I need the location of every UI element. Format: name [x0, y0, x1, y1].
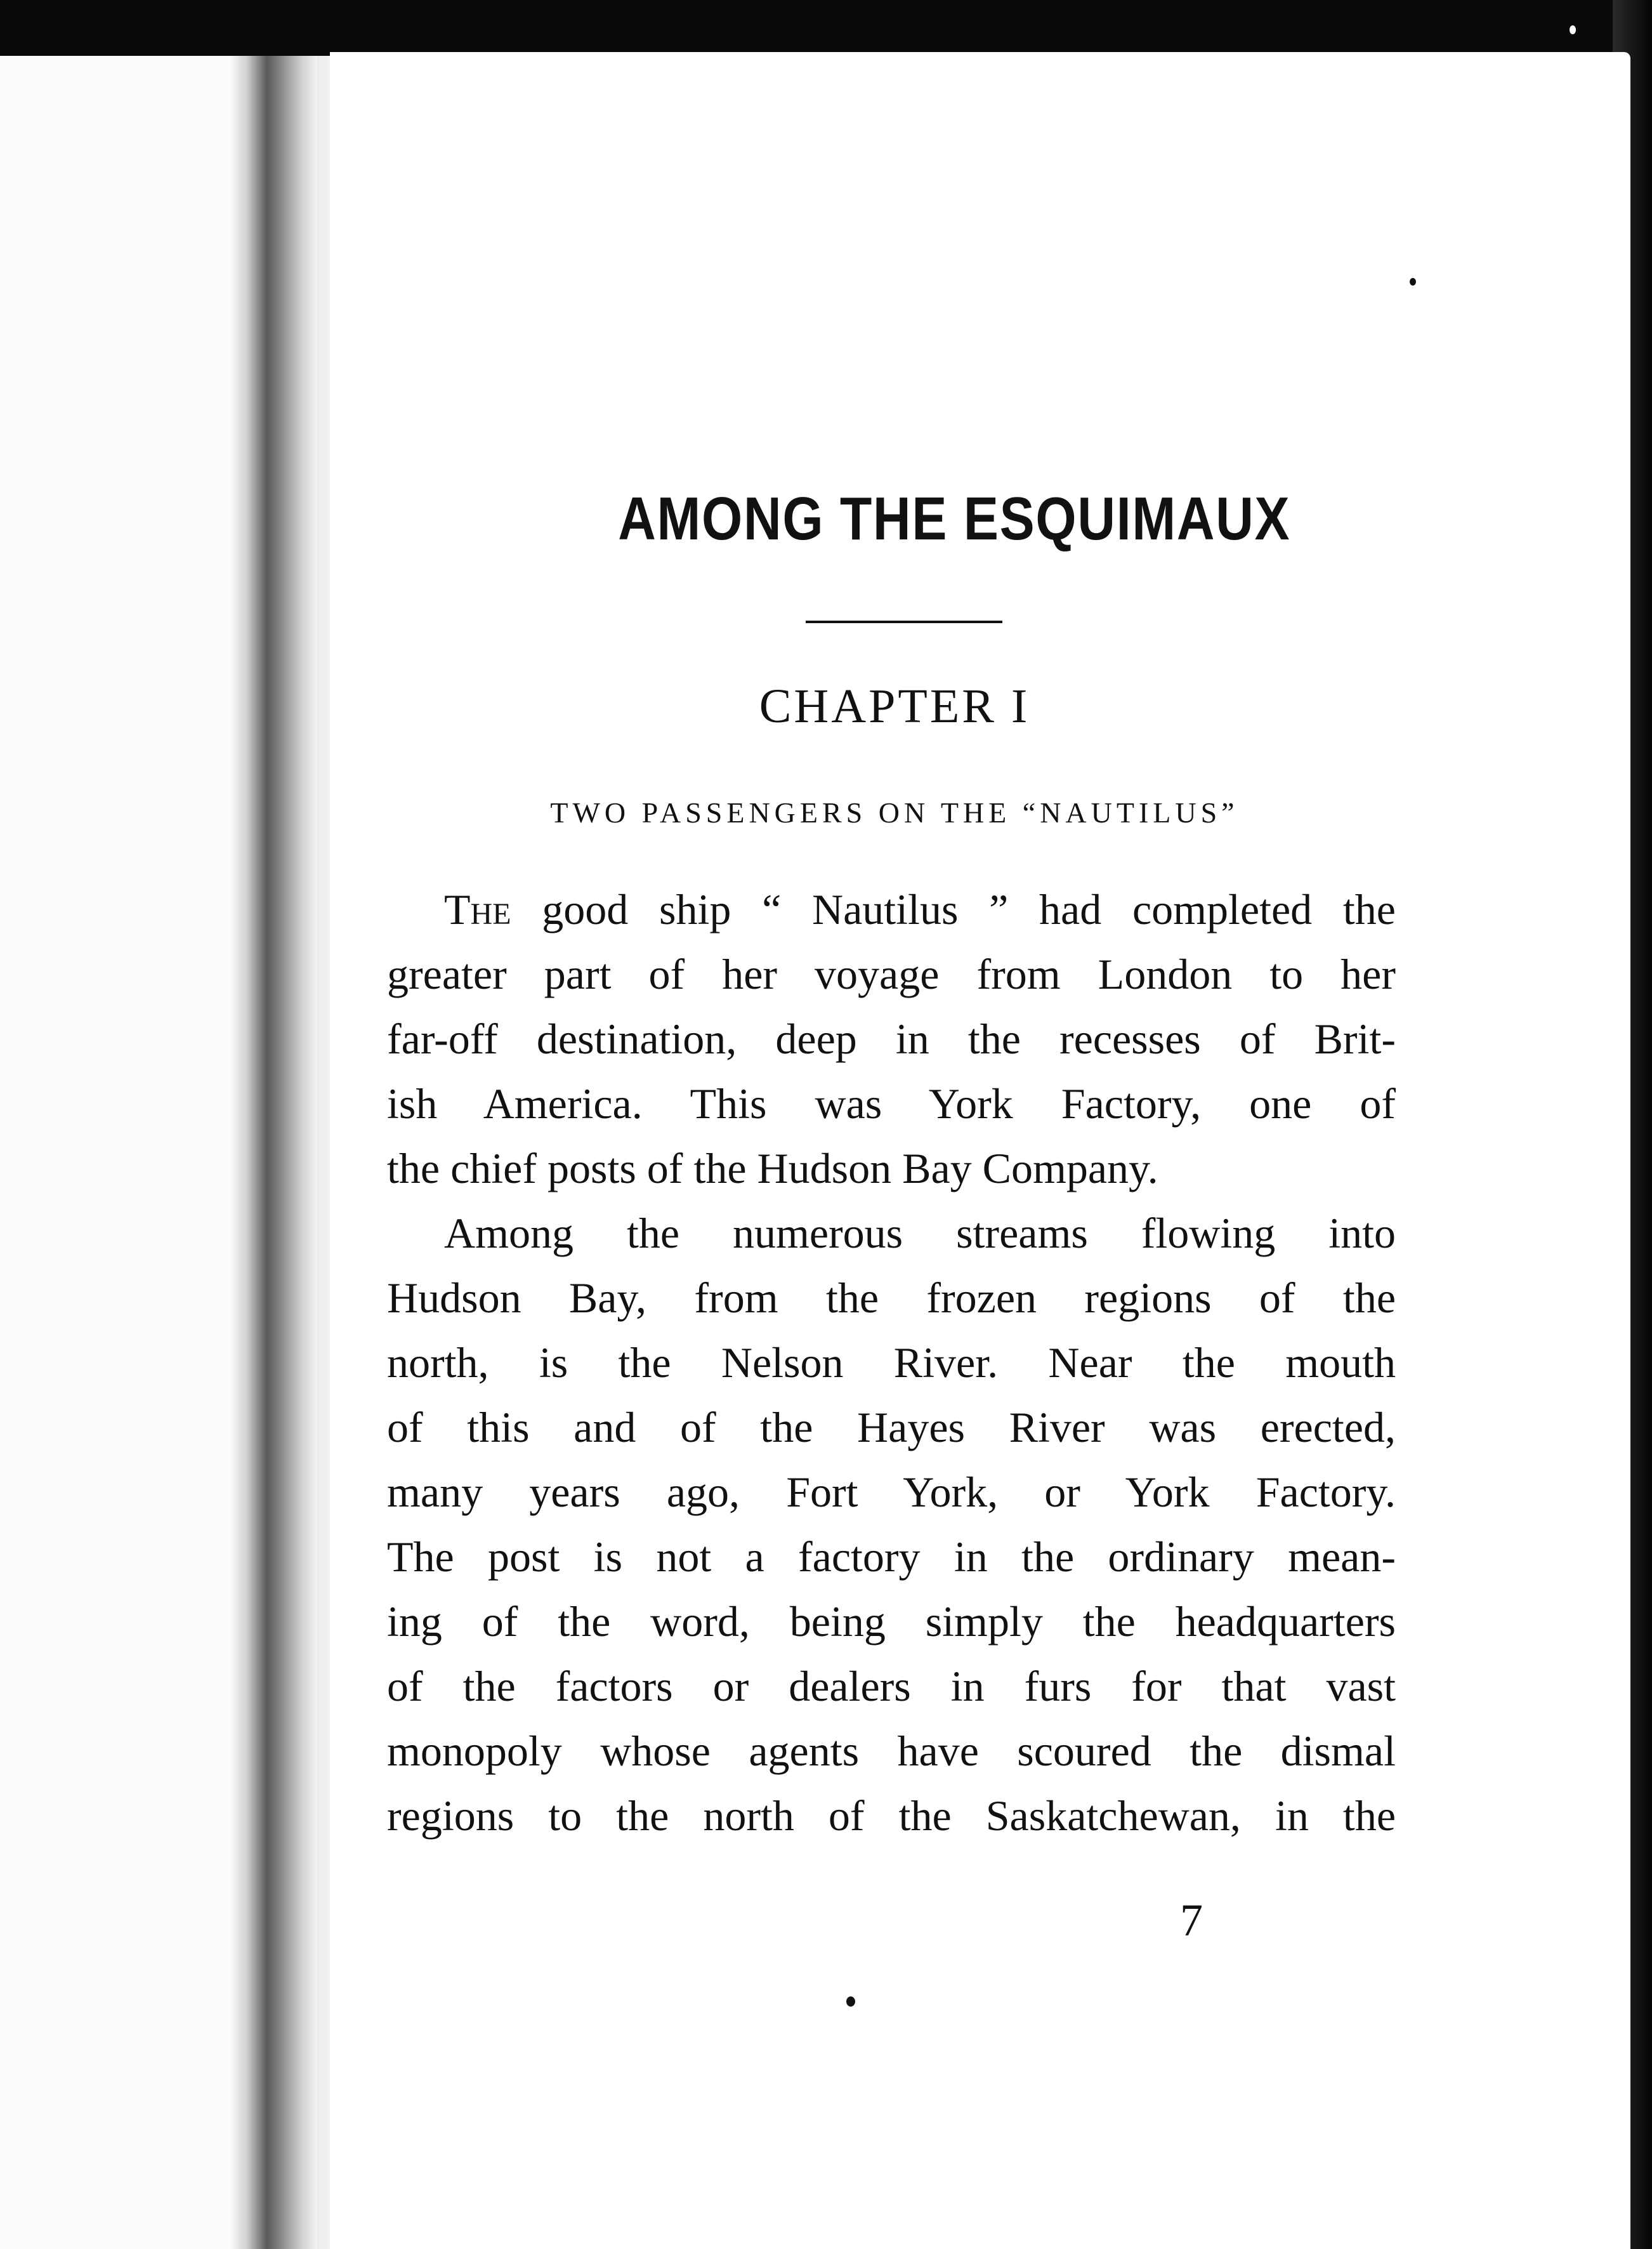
drop-word: The — [444, 885, 511, 933]
text-line: greater part of her voyage from London to her — [387, 950, 1396, 998]
text-line: the chief posts of the Hudson Bay Company. — [387, 1144, 1158, 1192]
chapter-subtitle: TWO PASSENGERS ON THE “NAUTILUS” — [550, 796, 1239, 829]
text-line — [387, 877, 1396, 942]
body-text — [387, 877, 1396, 1848]
page-number: 7 — [1180, 1895, 1203, 1946]
text-line: far-off destination, deep in the recesses of Brit- — [387, 1015, 1396, 1063]
text-line: ish America. This was York Factory, one of — [387, 1079, 1396, 1128]
scan-speck — [1410, 278, 1416, 286]
text-line: of this and of the Hayes River was erected, — [387, 1403, 1396, 1451]
text-line: The post is not a factory in the ordinary mean- — [387, 1533, 1396, 1581]
text-line: many years ago, Fort York, or York Factory. — [387, 1468, 1396, 1516]
title-rule — [806, 621, 1002, 623]
text-line: ing of the word, being simply the headquarters — [387, 1597, 1396, 1646]
facing-page — [0, 0, 235, 2249]
book-gutter-shadow — [228, 38, 330, 2249]
book-title: AMONG THE ESQUIMAUX — [618, 485, 1291, 553]
scan-top-edge — [0, 0, 1652, 56]
text-line: north, is the Nelson River. Near the mouth — [387, 1338, 1396, 1387]
text-line: regions to the north of the Saskatchewan, in the — [387, 1791, 1396, 1840]
scan-speck — [846, 1996, 855, 2007]
scan-speck — [1570, 25, 1576, 34]
line-text: good ship “ Nautilus ” had completed the — [511, 885, 1396, 933]
text-line: monopoly whose agents have scoured the dismal — [387, 1727, 1396, 1775]
chapter-number: CHAPTER I — [759, 680, 1030, 733]
text-line: of the factors or dealers in furs for that vast — [387, 1662, 1396, 1710]
text-line: Among the numerous streams flowing into — [444, 1209, 1396, 1257]
text-line: Hudson Bay, from the frozen regions of the — [387, 1274, 1396, 1322]
